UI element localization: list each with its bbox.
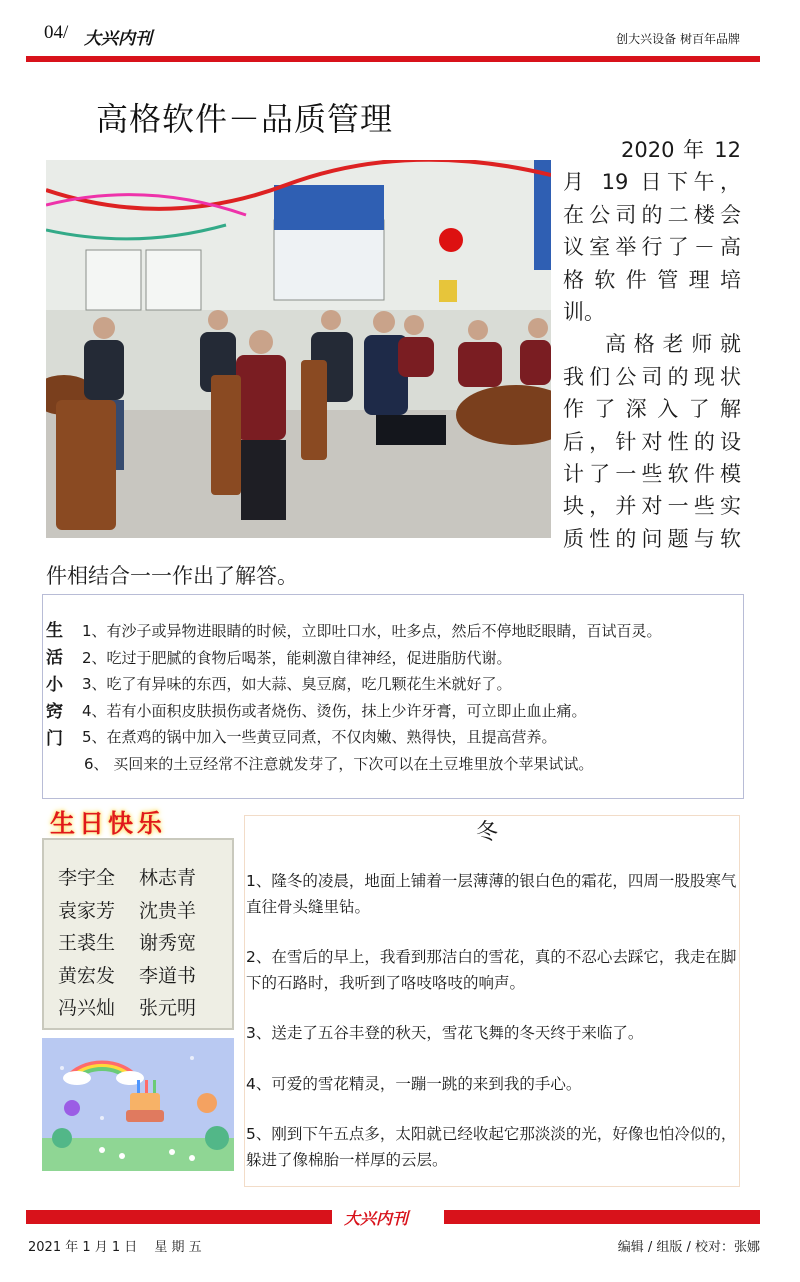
tips-label-char: 小 xyxy=(46,675,63,695)
birthday-illustration xyxy=(42,1038,234,1171)
footer-rule-left xyxy=(26,1210,332,1224)
birthday-name: 张元明 xyxy=(139,997,197,1019)
tips-label-char: 活 xyxy=(46,648,63,668)
article-line: 议室举行了－高 xyxy=(563,235,741,260)
article-line: 后，针对性的设 xyxy=(563,429,741,454)
birthday-names xyxy=(58,862,196,1025)
birthday-row xyxy=(58,862,196,895)
birthday-name: 黄宏发 xyxy=(58,964,116,987)
article-line: 高格老师就 xyxy=(605,332,741,357)
birthday-name: 冯兴灿 xyxy=(58,997,116,1019)
birthday-name: 李宇全 xyxy=(58,867,116,889)
article-line: 计了一些软件模 xyxy=(563,462,741,487)
winter-paragraph: 1、隆冬的凌晨，地面上铺着一层薄薄的银白色的霜花，四周一股股寒气直往骨头缝里钻。 xyxy=(246,872,737,916)
birthday-name: 李道书 xyxy=(139,964,197,987)
winter-paragraph: 3、送走了五谷丰登的秋天，雪花飞舞的冬天终于来临了。 xyxy=(246,1024,644,1042)
article-line: 质性的问题与软 xyxy=(563,526,741,551)
article-line: 作了深入了解 xyxy=(563,397,741,422)
birthday-name: 袁家芳 xyxy=(58,899,116,922)
article-line: 训。 xyxy=(563,300,605,325)
tip-item: 3、吃了有异味的东西，如大蒜、臭豆腐，吃几颗花生米就好了。 xyxy=(82,675,512,693)
birthday-name: 王裘生 xyxy=(58,932,116,954)
footer-rule-right xyxy=(444,1210,760,1224)
article-line: 月 19 日下午， xyxy=(563,170,741,195)
meeting-photo xyxy=(46,160,551,538)
editor-credit: 编辑 / 组版 / 校对：张娜 xyxy=(617,1240,760,1255)
birthday-row xyxy=(58,927,196,960)
birthday-row xyxy=(58,895,196,928)
header-slogan: 创大兴设备 树百年品牌 xyxy=(616,32,740,46)
article-title: 高格软件－品质管理 xyxy=(96,100,394,138)
article-line: 2020 年 12 xyxy=(621,138,741,162)
winter-paragraph: 2、在雪后的早上，我看到那洁白的雪花，真的不忍心去踩它，我走在脚下的石路时，我听到了咯吱咯吱的响声。 xyxy=(246,948,737,992)
winter-paragraph: 5、刚到下午五点多，太阳就已经收起它那淡淡的光，好像也怕冷似的，躲进了像棉胎一样厚的云层。 xyxy=(246,1125,737,1169)
winter-title: 冬 xyxy=(476,820,499,845)
birthday-name: 林志青 xyxy=(139,867,197,889)
footer-publication-name: 大兴内刊 xyxy=(344,1209,409,1228)
birthday-name: 谢秀宽 xyxy=(139,932,197,954)
tips-label-char: 窍 xyxy=(46,702,63,722)
tips-label-char: 门 xyxy=(46,729,63,749)
tip-item: 2、吃过于肥腻的食物后喝茶，能刺激自律神经，促进脂肪代谢。 xyxy=(82,648,512,667)
birthday-row xyxy=(58,960,196,993)
article-body-column xyxy=(563,134,741,555)
birthday-title: 生日快乐 xyxy=(50,809,167,838)
tips-label-char: 生 xyxy=(46,621,63,641)
tips-list xyxy=(82,618,742,777)
tip-item: 5、在煮鸡的锅中加入一些黄豆同煮，不仅肉嫩、熟得快，且提高营养。 xyxy=(82,728,557,746)
winter-paragraph: 4、可爱的雪花精灵，一蹦一跳的来到我的手心。 xyxy=(246,1074,582,1093)
publication-name: 大兴内刊 xyxy=(84,29,152,49)
tips-label xyxy=(46,618,68,753)
tip-item: 6、 买回来的土豆经常不注意就发芽了，下次可以在土豆堆里放个苹果试试。 xyxy=(84,754,594,773)
header-rule xyxy=(26,56,760,62)
tip-item: 4、若有小面积皮肤损伤或者烧伤、烫伤，抹上少许牙膏，可立即止血止痛。 xyxy=(82,701,587,720)
birthday-name: 沈贵羊 xyxy=(139,899,197,922)
article-tail-line: 件相结合一一作出了解答。 xyxy=(46,564,298,588)
birthday-row xyxy=(58,992,196,1025)
article-line: 我们公司的现状 xyxy=(563,364,741,389)
article-line: 块，并对一些实 xyxy=(563,494,741,519)
winter-paragraphs xyxy=(246,869,738,1198)
article-line: 格软件管理培 xyxy=(563,267,741,292)
tip-item: 1、有沙子或异物进眼睛的时候，立即吐口水，吐多点，然后不停地眨眼睛，百试百灵。 xyxy=(82,622,662,640)
article-line: 在公司的二楼会 xyxy=(563,202,741,227)
page-number: 04/ xyxy=(44,22,69,43)
issue-date: 2021 年 1 月 1 日 星 期 五 xyxy=(28,1240,202,1255)
